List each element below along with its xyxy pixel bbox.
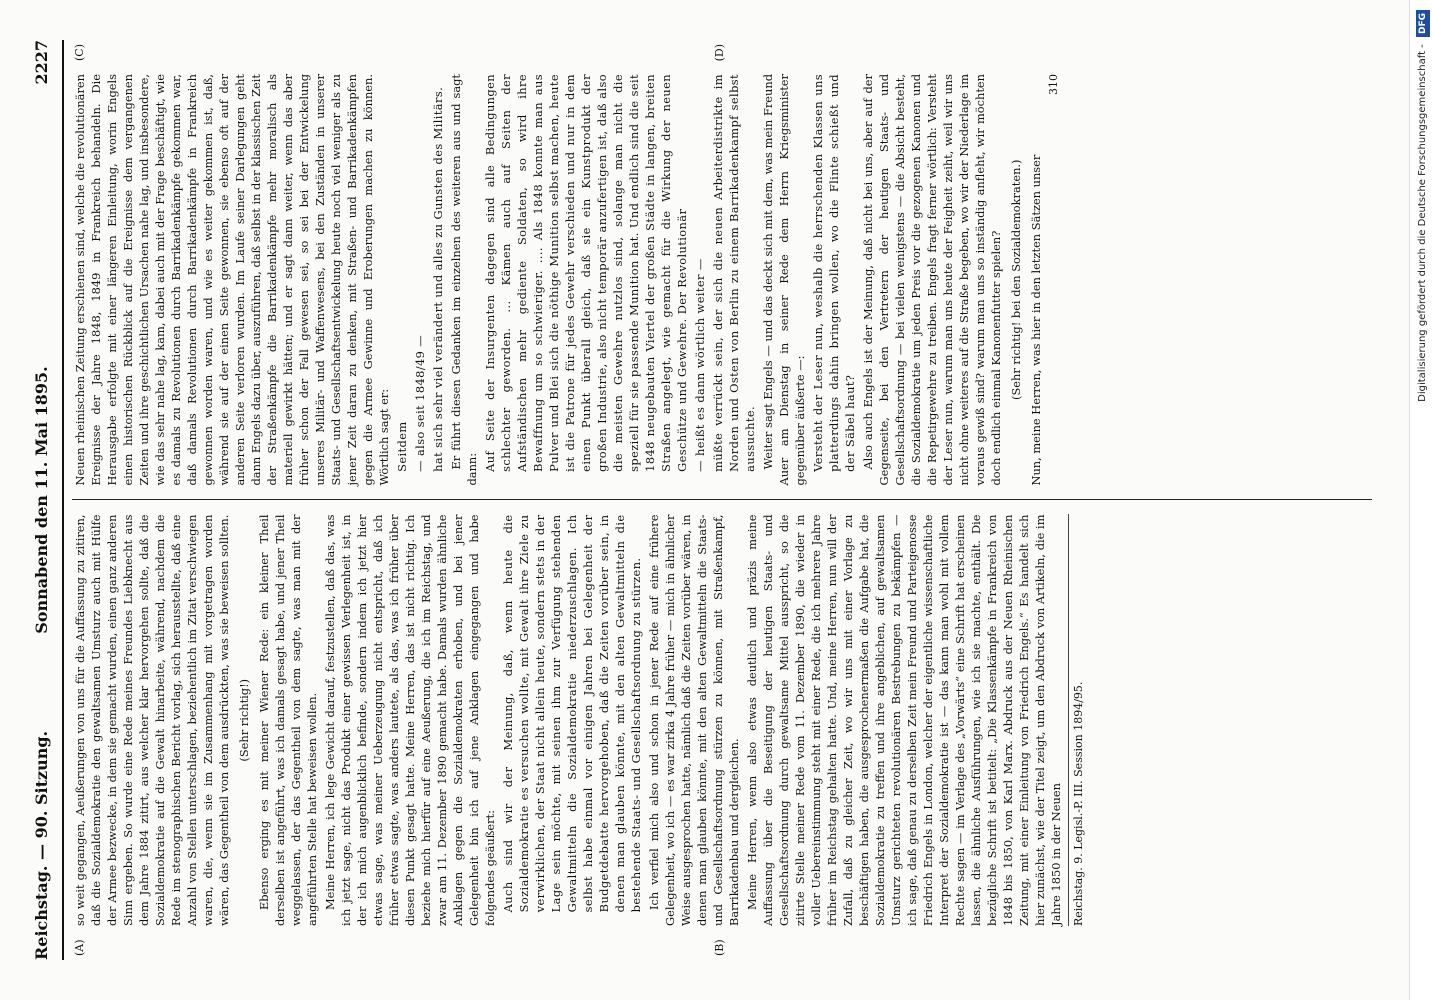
left-quote: Auch sind wir der Meinung, daß, wenn heute die Sozialdemokratie es versuchen wollte, mit Gewalt ihre Ziele zu verwirklichen, der Staat nicht allein heute, sondern stets in der Lage sein möchte, mit seinen ihm zur Verfügung stehenden Gewaltmitteln die Sozialdemokratie niederzuschlagen. Ich selbst habe einmal vor einigen Jahren bei Gelegenheit der Budgetdebatte hervorgehoben, daß die Zeiten vorüber sein, in denen man glauben könnte, mit den alten Gewaltmitteln die bestehende Staats- und Gesellschaftsordnung zu stürzen. [501, 514, 643, 913]
right-quote: — also seit 1848/49 — [413, 334, 427, 472]
dfg-credit [1412, 0, 1432, 1000]
marker-c: (C) [73, 44, 86, 61]
right-paragraph: Nun, meine Herren, was hier in den letzten Sätzen unser [1029, 154, 1043, 486]
header-date: Sonnabend den 11. Mai 1895. [32, 366, 51, 634]
digitization-sidebar [1409, 0, 1432, 1000]
right-paragraph: (Sehr richtig! bei den Sozialdemokraten.) [1009, 159, 1023, 400]
page-header [32, 40, 64, 960]
right-quote: — heißt es dann wörtlich weiter — [693, 258, 707, 472]
right-footer-signature: 310 [1047, 74, 1060, 95]
left-footer: Reichstag. 9. Legisl.-P. III. Session 1894/95. [1068, 515, 1087, 927]
right-quote: Seitdem [395, 421, 409, 472]
right-quote: Versteht der Leser nun, weshalb die herrschenden Klassen uns platterdings dahin bringen wollen, wo die Flinte schießt und der Säbel haut? [811, 74, 857, 472]
right-paragraph: Neuen rheinischen Zeitung erschienen sind, welche die revolutionären Ereignisse der Jahre 1848, 1849 in Frankreich behandeln. Die Herausgabe erfolgte mit einer längeren Einleitung, worin Engels einen historischen Rückblick auf die Ereignisse dem vergangenen Zeiten und ihre geschichtlichen Ursachen nahe lag, und insbesondere, wie das sehr nahe lag, kam, dabei auch mit der Frage beschäftigt, wie es damals zu Revolutionen durch Barrikadenkämpfe gekommen war, daß damals Revolutionen durch Barrikadenkämpfe in Frankreich gewonnen worden waren, und wie es weiter gekommen ist, daß, während sie auf der einen Seite gewonnen, sie ebenso oft auf der anderen Seite verloren wurden. Im Laufe seiner Darlegungen geht dann Engels dazu über, auszuführen, daß selbst in der klassischen Zeit der Straßenkämpfe die Barrikadenkämpfe mehr moralisch als materiell gewirkt hätten; und er sagt dann weiter, wenn das aber früher schon der Fall gewesen sei, so sei bei der Entwickelung unseres Militär- und Waffenwesens, bei den Zuständen in unserer Staats- und Gesellschaftsentwickelung heute noch viel weniger als zu jener Zeit daran zu denken, mit Straßen- und Barrikadenkämpfen gegen die Armee Gewinne und Eroberungen machen zu können. Wörtlich sagt er: [73, 74, 391, 486]
dfg-logo: DFG [1416, 10, 1430, 37]
right-paragraph: Also auch Engels ist der Meinung, daß nicht bei uns, aber auf der Gegenseite, bei den Vertretern der heutigen Staats- und Gesellschaftsordnung — bei vielen wenigstens — die Absicht besteht, die Sozialdemokratie um jeden Preis vor die gezogenen Kanonen und die Repetirgewehre zu treiben. Engels fragt ferner wörtlich: Versteht der Leser nun, warum man uns heute der Feigheit zeiht, weil wir uns nicht ohne weiteres auf die Straße begeben, wo wir der Niederlage im voraus gewiß sind? warum man uns so inständig anfleht, wir möchten doch endlich einmal Kanonenfutter spielen? [861, 74, 1003, 486]
header-session: Reichstag. — 90. Sitzung. [32, 730, 51, 960]
left-paragraph: so weit gegangen, Aeußerungen von uns für die Auffassung zu zitiren, daß die Sozialdemokratie den gewaltsamen Umsturz auch mit Hülfe der Armee bezwecke, in dem sie gemacht wurden, einen ganz anderen Sinn ergeben. So wurde eine Rede meines Freundes Liebknecht aus dem Jahre 1884 zitirt, aus welcher klar hervorgehen sollte, daß die Sozialdemokratie auf die Gewalt hinarbeite, während, nachdem die Rede im stenographischen Bericht vorlag, sich herausstellte, daß eine Anzahl von Stellen unterschlagen, beziehentlich im Zitat verschwiegen waren, die, wenn sie im Zusammenhang mit vorgetragen worden wären, das Gegentheil von dem ausdrückten, was sie beweisen sollten. [73, 514, 231, 926]
text-columns [72, 40, 1372, 960]
right-paragraph: Weiter sagt Engels — und das deckt sich mit dem, was mein Freund Auer am Dienstag in seiner Rede dem Herrn Kriegsminister gegenüber äußerte —: [761, 74, 807, 486]
left-column [72, 500, 1372, 961]
left-paragraph: Ich verfiel mich also und schon in jener Rede auf eine frühere Gelegenheit, wo ich — es war zirka 4 Jahre früher — mich in ähnlicher Weise ausgesprochen hatte, nämlich daß die Zeiten vorüber wären, in denen man glauben könnte, mit den alten Gewaltmitteln die Staats- und Gesellschaftsordnung stürzen zu können, mit Straßenkampf, Barrikadenbau und dergleichen. [647, 514, 741, 926]
right-paragraph: Er führt diesen Gedanken im einzelnen des weiteren aus und sagt dann: [449, 74, 479, 486]
right-quote: müßte verrückt sein, der sich die neuen Arbeiterdistrikte im Norden und Osten von Berlin zu einem Barrikadenkampf selbst aussuchte. [711, 74, 757, 472]
header-page-number: 2227 [32, 40, 51, 85]
right-column [72, 40, 1372, 500]
marker-a: (A) [73, 939, 86, 956]
marker-d: (D) [713, 44, 726, 62]
left-paragraph: Ebenso erging es mit meiner Wiener Rede: ein kleiner Theil derselben ist angeführt, was ich damals gesagt habe, und jener Theil weggelassen, der das Gegentheil von dem sagte, was man mit der angeführten Stelle hat beweisen wollen. [257, 514, 319, 926]
right-quote: hat sich sehr viel verändert und alles zu Gunsten des Militärs. [431, 86, 445, 472]
left-paragraph: (Sehr richtig!) [237, 678, 251, 762]
left-paragraph: Meine Herren, wenn also etwas deutlich und präzis meine Auffassung über die Beseitigung der heutigen Staats- und Gesellschaftsordnung durch gewaltsame Mittel ausspricht, so die zitirte Stelle meiner Rede vom 11. Dezember 1890, die wieder in voller Uebereinstimmung steht mit einer Rede, die ich mehrere Jahre früher im Reichstag gehalten hatte. Und, meine Herren, nun will der Zufall, daß zu gleicher Zeit, wo wir uns mit einer Vorlage zu beschäftigen haben, die ausgesprochenermaßen die Aufgabe hat, die Sozialdemokratie zu treffen und ihre angeblichen, auf gewaltsamen Umsturz gerichteten revolutionären Bestrebungen zu bekämpfen — ich sage, daß genau zu derselben Zeit mein Freund und Parteigenosse Friedrich Engels in London, welcher der eigentliche wissenschaftliche Interpret der Sozialdemokratie ist — das kann man wohl mit vollem Rechte sagen — im Verlage des „Vorwärts“ eine Schrift hat erscheinen lassen, die ähnliche Ausführungen, wie ich sie machte, enthält. Die bezügliche Schrift ist betitelt: „Die Klassenkämpfe in Frankreich von 1848 bis 1850, von Karl Marx. Abdruck aus der Neuen Rheinischen Zeitung, mit einer Einleitung von Friedrich Engels.“ Es handelt sich hier zunächst, wie der Titel zeigt, um den Abdruck von Artikeln, die im Jahre 1850 in der Neuen [745, 514, 1063, 926]
left-paragraph: Meine Herren, ich lege Gewicht darauf, festzustellen, daß das, was ich jetzt sage, nicht das Produkt einer gewissen Verlegenheit ist, in der ich mich augenblicklich befinde, sondern indem ich jetzt hier etwas sage, was meiner Ueberzeugung nicht entspricht, daß ich früher etwas sagte, was anders lautete, als das, was ich früher über diesen Punkt gesagt hatte. Meine Herren, das ist nicht richtig. Ich beziehe mich hierfür auf eine Aeußerung, die ich im Reichstag, und zwar am 11. Dezember 1890 gemacht habe. Damals wurden ähnliche Anklagen gegen die Sozialdemokraten erhoben, und bei jener Gelegenheit bin ich auf jene Anklagen eingegangen und habe folgendes geäußert: [323, 514, 497, 926]
dfg-credit-text: Digitalisierung gefördert durch die Deutsche Forschungsgemeinschaft - [1417, 44, 1428, 402]
right-quote: Auf Seite der Insurgenten dagegen sind alle Bedingungen schlechter geworden. ... Kämen auch auf Seiten der Aufständischen mehr gediente Soldaten, so wird ihre Bewaffnung um so schwieriger. .... Als 1848 konnte man aus Pulver und Blei sich die nöthige Munition selbst machen, heute ist die Patrone für jedes Gewehr verschieden und nur in dem einen Punkt überall gleich, daß sie ein Kunstprodukt der großen Industrie, also nicht temporär anzufertigen ist, daß also die meisten Gewehre nutzlos sind, solange man nicht die speziell für sie passende Munition hat. Und endlich sind die seit 1848 neugebauten Viertel der großen Städte in langen, breiten Straßen angelegt, wie gemacht für die Wirkung der neuen Geschütze und Gewehre. Der Revolutionär [483, 74, 689, 472]
marker-b: (B) [713, 939, 726, 956]
